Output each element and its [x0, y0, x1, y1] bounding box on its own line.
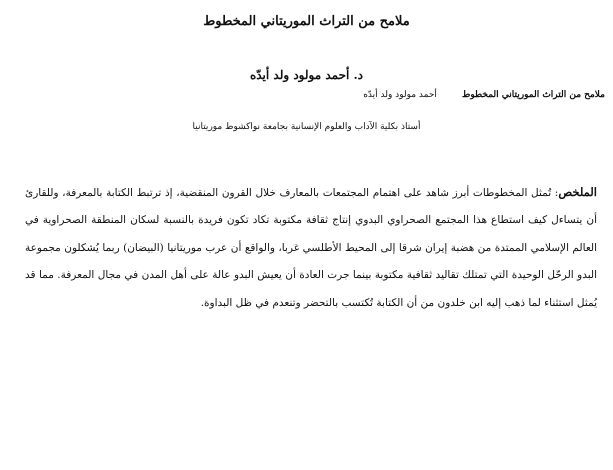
running-header-author: أحمد مولود ولد أيدّه [363, 90, 437, 100]
running-header-title: ملامح من التراث الموريتاني المخطوط [462, 90, 605, 100]
abstract-label: الملخص [558, 184, 597, 199]
abstract-separator: : [551, 186, 559, 199]
abstract-paragraph [25, 179, 597, 318]
abstract-text: تُمثل المخطوطات أبرز شاهد على اهتمام المجتمعات بالمعارف خلال القرون المنقضية، إذ ترتبط الكتابة بالمعرفة، وللقارئ أن يتساءل كيف استطاع هذا المجتمع الصحراوي البدوي إنتاج ثقافة مكتوبة تكاد تكون فريدة بالنسبة لسكان المنطقة الصحراوية في العالم الإسلامي الممتدة من هضبة إيران شرقا إلى المحيط الأطلسي غربا، والواقع أن عرب موريتانيا (البيضان) ربما يُشكلون مجموعة البدو الرحّل الوحيدة التي تمتلك تقاليد ثقافية مكتوبة بينما جرت العادة أن يعيش البدو عالة على أهل المدن في مجال المعرفة. مما قد يُمثل استثناء لما ذهب إليه ابن خلدون من أن الكتابة تُكتسب بالتحضر وتنعدم في ظل البداوة. [25, 186, 597, 309]
author-name: د. أحمد مولود ولد أيدّه [249, 68, 364, 82]
author-affiliation: أستاذ بكلية الآداب والعلوم الإنسانية بجامعة نواكشوط موريتانيا [192, 122, 421, 132]
running-header [363, 90, 605, 100]
paper-title: ملامح من التراث الموريتاني المخطوط [203, 14, 410, 29]
